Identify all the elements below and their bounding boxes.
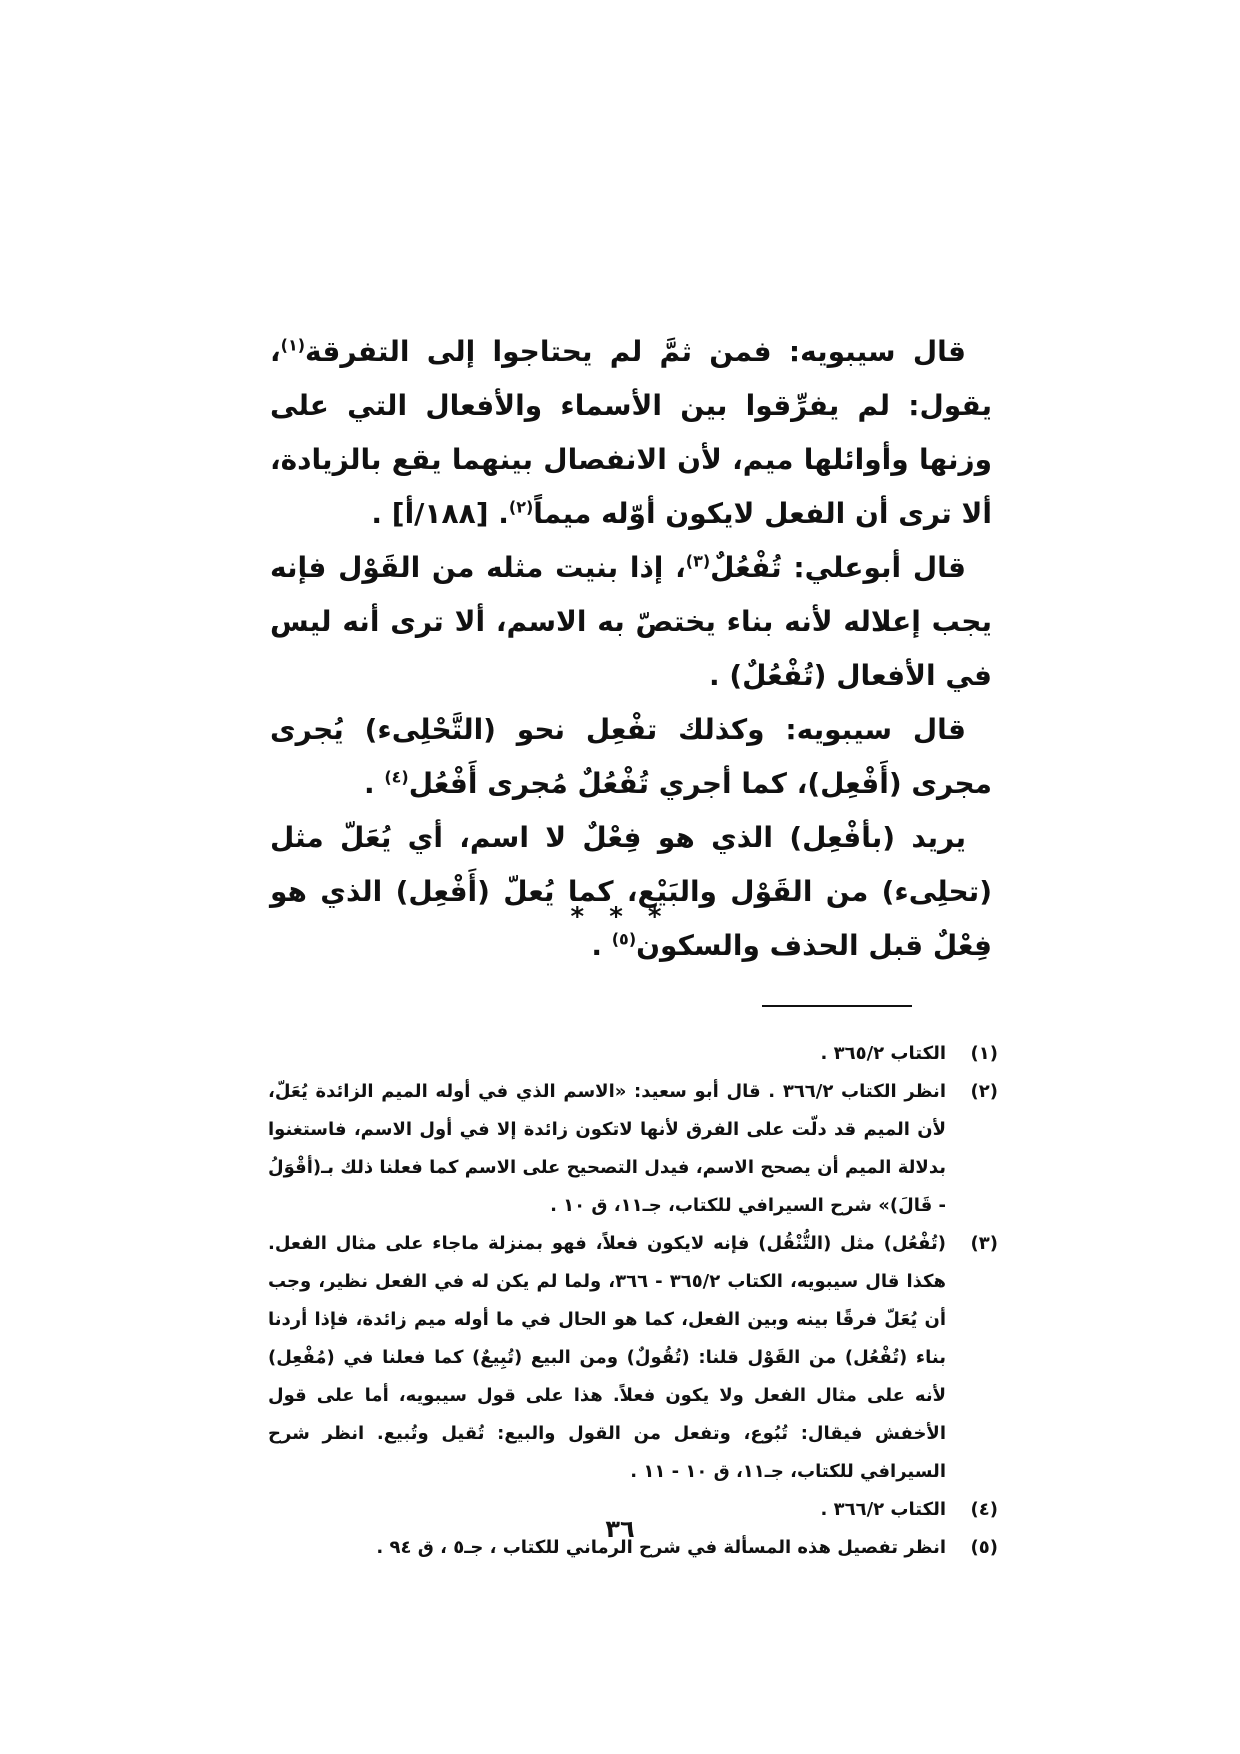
footnote-text: الكتاب ٣٦٥/٢ . <box>820 1043 946 1064</box>
footnote-text: انظر تفصيل هذه المسألة في شرح الرماني للكتاب ، جـ٥ ، ق ٩٤ . <box>376 1537 946 1558</box>
speaker-label: قال سيبويه: <box>785 713 967 746</box>
section-separator: * * * <box>570 902 670 932</box>
footnote-ref-3: (٣) <box>685 551 711 571</box>
paragraph-text: يريد (بأفْعِل) الذي هو فِعْلٌ لا اسم، أي يُعَلّ مثل (تحلِىء) من القَوْل والبَيْع، كما يُعلّ (أَفْعِل) الذي هو فِعْلٌ قبل الحذف والسكون <box>270 821 992 962</box>
footnote-text: الكتاب ٣٦٦/٢ . <box>820 1499 946 1520</box>
footnotes-list <box>268 1035 998 1567</box>
footnote-text: (تُفْعُل) مثل (التُّنْقُل) فإنه لايكون فعلاً، فهو بمنزلة ماجاء على مثال الفعل. هكذا قال سيبويه، الكتاب ٣٦٥/٢ - ٣٦٦، ولما لم يكن له في الفعل نظير، وجب أن يُعَلّ فرقًا بينه وبين الفعل، كما هو الحال في ما أوله ميم زائدة، فإذا أردنا بناء (تُفْعُل) من القَوْل قلنا: (تُقُولٌ) ومن البيع (تُبِيعٌ) كما فعلنا في (مُفْعِل) لأنه على مثال الفعل ولا يكون فعلاً. هذا على قول سيبويه، أما على قول الأخفش فيقال: تُبُوع، وتفعل من القول والبيع: تُقيل وتُبيع. انظر شرح السيرافي للكتاب، جـ١١، ق ١٠ - ١١ . <box>268 1233 946 1482</box>
speaker-label: قال سيبويه: <box>788 335 966 368</box>
footnote-number: (٣) <box>970 1233 998 1254</box>
footnote-text: انظر الكتاب ٣٦٦/٢ . قال أبو سعيد: «الاسم الذي في أوله الميم الزائدة يُعَلّ، لأن الميم قد دلّت على الفرق لأنها لاتكون زائدة إلا في أول الاسم، فاستغنوا بدلالة الميم أن يصحح الاسم، فيدل التصحيح على الاسم كما فعلنا ذلك بـ(أقْوَلُ - قَالَ)» شرح السيرافي للكتاب، جـ١١، ق ١٠ . <box>268 1081 946 1216</box>
paragraph-text: . <box>591 929 612 962</box>
footnote-ref-4: (٤) <box>384 767 409 787</box>
paragraph-text: ، يقول: لم يفرِّقوا بين الأسماء والأفعال التي على وزنها وأوائلها ميم، لأن الانفصال بينهما يقع بالزيادة، ألا ترى أن الفعل لايكون أوّله ميماً <box>270 335 992 530</box>
main-text <box>270 325 992 973</box>
footnote-number: (١) <box>970 1043 998 1064</box>
paragraph-text: قال أبوعلي: تُفْعُلٌ <box>710 551 966 584</box>
footnote-1 <box>268 1035 998 1073</box>
paragraph-text: . [١٨٨/أ] . <box>371 497 509 530</box>
footnote-number: (٥) <box>970 1537 998 1558</box>
page-number: ٣٦ <box>605 1515 635 1543</box>
footnote-number: (٢) <box>970 1081 998 1102</box>
footnote-ref-1: (١) <box>280 335 306 355</box>
paragraph-text: فمن ثمَّ لم يحتاجوا إلى التفرقة <box>305 335 789 368</box>
paragraph-text: ، إذا بنيت مثله من القَوْل فإنه يجب إعلاله لأنه بناء يختصّ به الاسم، ألا ترى أنه ليس في الأفعال (تُفْعُلٌ) . <box>270 551 992 692</box>
paragraph-sibawayh-1 <box>270 325 992 541</box>
footnote-number: (٤) <box>970 1499 998 1520</box>
paragraph-text: . <box>363 767 385 800</box>
footnote-ref-5: (٥) <box>611 929 637 949</box>
paragraph-text: وكذلك تفْعِل نحو (التَّحْلِىء) يُجرى مجرى (أَفْعِل)، كما أجري تُفْعُلٌ مُجرى أَفْعُل <box>270 713 992 800</box>
paragraph-abu-ali <box>270 541 992 703</box>
footnote-divider <box>762 1005 912 1007</box>
paragraph-commentary <box>270 811 992 973</box>
paragraph-sibawayh-2 <box>270 703 992 811</box>
footnote-2 <box>268 1073 998 1225</box>
footnote-ref-2: (٢) <box>508 497 534 517</box>
footnote-3 <box>268 1225 998 1491</box>
